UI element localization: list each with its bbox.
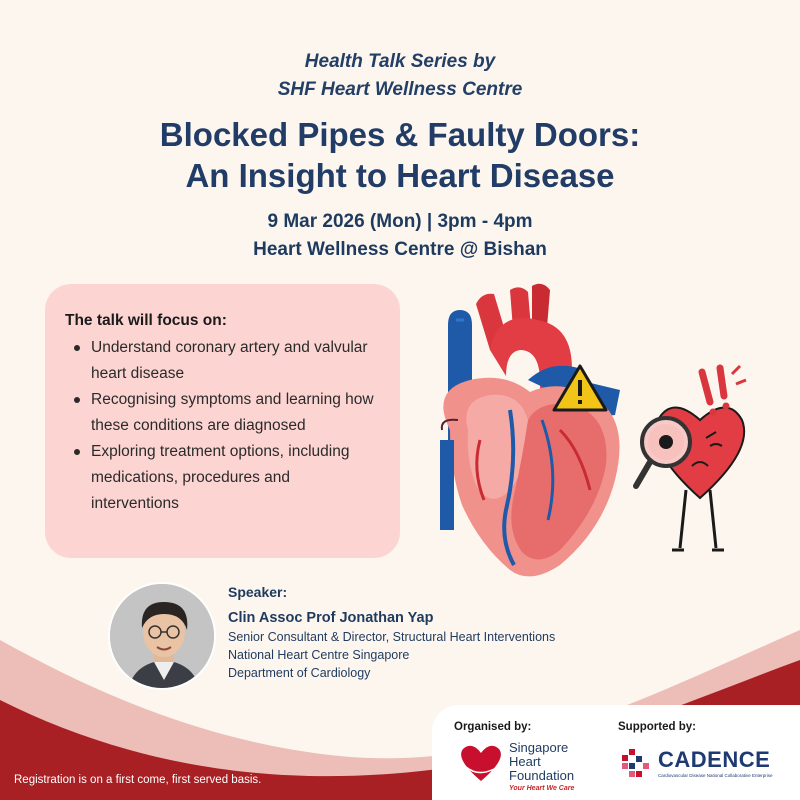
series-line-2: SHF Heart Wellness Centre	[277, 79, 523, 100]
speaker-organisation: National Heart Centre Singapore	[228, 648, 410, 662]
title-line-2: An Insight to Heart Disease	[185, 157, 615, 194]
shf-logo	[452, 739, 602, 795]
organised-by-label: Organised by:	[454, 721, 532, 733]
focus-item-text: Understand coronary artery and valvular heart disease	[91, 339, 368, 382]
cadence-subtitle: Cardiovascular Disease National Collaborative Enterprise	[658, 773, 773, 778]
heart-illustration	[410, 280, 770, 585]
anatomical-heart-icon	[440, 284, 620, 577]
speaker-label: Speaker:	[228, 584, 288, 600]
bullet-icon	[74, 449, 80, 455]
supported-by-label: Supported by:	[618, 721, 696, 733]
speaker-photo	[108, 582, 216, 690]
shf-name-line: Heart	[509, 754, 541, 769]
focus-item-text: Recognising symptoms and learning how these conditions are diagnosed	[91, 391, 374, 434]
bullet-icon	[74, 345, 80, 351]
focus-list	[65, 335, 380, 517]
event-venue: Heart Wellness Centre @ Bishan	[253, 239, 547, 260]
speaker-info	[228, 582, 648, 682]
speaker-name: Clin Assoc Prof Jonathan Yap	[228, 610, 434, 626]
event-datetime: 9 Mar 2026 (Mon) | 3pm - 4pm	[267, 211, 533, 232]
title-line-1: Blocked Pipes & Faulty Doors:	[159, 116, 641, 153]
focus-item-text: Exploring treatment options, including medications, procedures and interventions	[91, 443, 350, 512]
cadence-logo	[618, 745, 794, 795]
series-line-1: Health Talk Series by	[304, 51, 496, 72]
shf-name-line: Singapore	[509, 740, 569, 755]
focus-heading: The talk will focus on:	[65, 312, 227, 329]
header	[0, 48, 800, 264]
bullet-icon	[74, 397, 80, 403]
avatar	[110, 584, 216, 690]
cadence-name: CADENCE	[658, 747, 771, 772]
shf-heart-logo-icon	[458, 741, 504, 783]
focus-item	[65, 387, 380, 439]
shf-name	[509, 741, 574, 783]
logo-panel	[432, 705, 800, 800]
shf-name-line: Foundation	[509, 768, 575, 783]
registration-note: Registration is on a first come, first served basis.	[14, 774, 262, 786]
focus-item	[65, 439, 380, 517]
speaker-department: Department of Cardiology	[228, 666, 371, 680]
shf-tagline: Your Heart We Care	[509, 785, 575, 792]
page-title	[0, 114, 800, 196]
heart-mascot-magnifier-icon	[636, 366, 746, 550]
talk-focus-box	[45, 284, 400, 558]
cadence-logo-icon	[620, 747, 654, 781]
speaker-title: Senior Consultant & Director, Structural Heart Interventions	[228, 630, 556, 644]
focus-item	[65, 335, 380, 387]
